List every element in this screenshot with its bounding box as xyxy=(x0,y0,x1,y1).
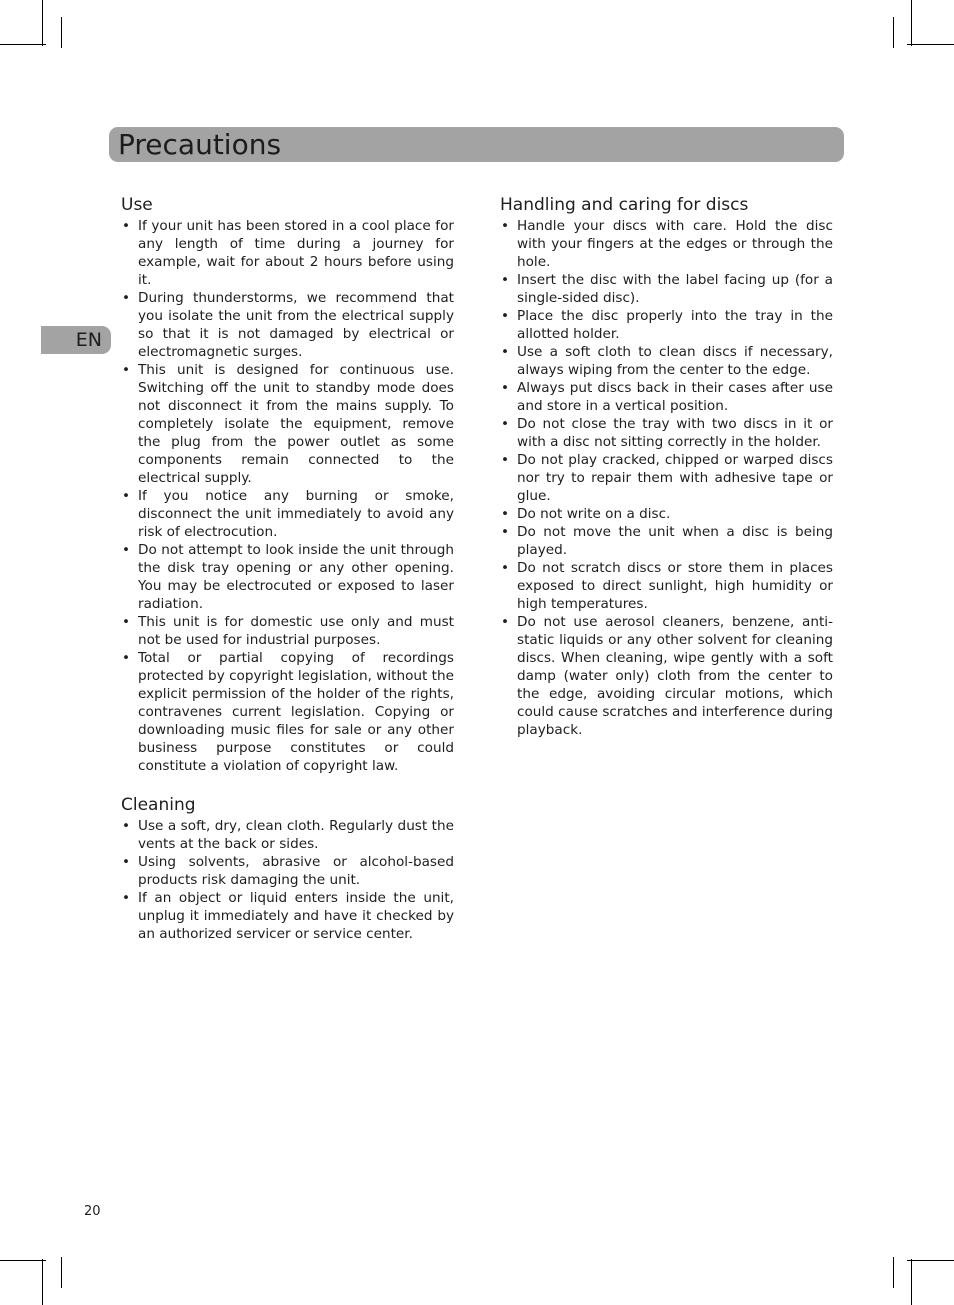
crop-mark xyxy=(911,0,912,46)
language-label: EN xyxy=(75,329,102,351)
list-item: • Use a soft cloth to clean discs if necessary, always wiping from the center to the edge. xyxy=(500,343,833,379)
list-item: • Always put discs back in their cases after use and store in a vertical position. xyxy=(500,379,833,415)
list-item: • If you notice any burning or smoke, disconnect the unit immediately to avoid any risk of electrocution. xyxy=(121,487,454,541)
left-column xyxy=(121,193,454,961)
list-item: • Place the disc properly into the tray in the allotted holder. xyxy=(500,307,833,343)
section-discs xyxy=(500,193,833,739)
crop-mark xyxy=(42,0,43,46)
list-item: • Do not use aerosol cleaners, benzene, anti-static liquids or any other solvent for cleaning discs. When cleaning, wipe gently with a soft damp (water only) cloth from the center to the edge, avoiding circular motions, which could cause scratches and interference during playback. xyxy=(500,613,833,739)
bullet-list-cleaning xyxy=(121,817,454,943)
crop-mark xyxy=(42,1259,43,1305)
list-item: • During thunderstorms, we recommend that you isolate the unit from the electrical supply so that it is not damaged by electrical or electromagnetic surges. xyxy=(121,289,454,361)
crop-mark xyxy=(893,17,894,48)
page-title-bar xyxy=(109,127,844,162)
bullet-list-discs xyxy=(500,217,833,739)
section-heading-cleaning: Cleaning xyxy=(121,795,196,815)
list-item: • Do not scratch discs or store them in places exposed to direct sunlight, high humidity or high temperatures. xyxy=(500,559,833,613)
crop-mark xyxy=(907,44,954,45)
list-item: • Using solvents, abrasive or alcohol-based products risk damaging the unit. xyxy=(121,853,454,889)
crop-mark xyxy=(0,44,46,45)
right-column xyxy=(500,193,833,757)
list-item: • If an object or liquid enters inside the unit, unplug it immediately and have it checked by an authorized servicer or service center. xyxy=(121,889,454,943)
section-heading-discs: Handling and caring for discs xyxy=(500,195,749,215)
crop-mark xyxy=(61,1257,62,1288)
list-item: • Use a soft, dry, clean cloth. Regularly dust the vents at the back or sides. xyxy=(121,817,454,853)
crop-mark xyxy=(61,17,62,48)
page-title: Precautions xyxy=(118,128,282,161)
crop-mark xyxy=(893,1257,894,1288)
list-item: • Total or partial copying of recordings protected by copyright legislation, without the explicit permission of the holder of the rights, contravenes current legislation. Copying or downloading music files for sale or any other business purpose constitutes or could constitute a violation of copyright law. xyxy=(121,649,454,775)
crop-mark xyxy=(911,1259,912,1305)
list-item: • Do not attempt to look inside the unit through the disk tray opening or any other opening. You may be electrocuted or exposed to laser radiation. xyxy=(121,541,454,613)
list-item: • Do not write on a disc. xyxy=(500,505,833,523)
list-item: • Do not close the tray with two discs in it or with a disc not sitting correctly in the holder. xyxy=(500,415,833,451)
list-item: • Do not move the unit when a disc is being played. xyxy=(500,523,833,559)
list-item: • Do not play cracked, chipped or warped discs nor try to repair them with adhesive tape or glue. xyxy=(500,451,833,505)
section-heading-use: Use xyxy=(121,195,153,215)
crop-mark xyxy=(907,1260,954,1261)
bullet-list-use xyxy=(121,217,454,775)
language-tab xyxy=(41,326,111,354)
list-item: • This unit is designed for continuous use. Switching off the unit to standby mode does not disconnect it from the mains supply. To completely isolate the equipment, remove the plug from the power outlet as some components remain connected to the electrical supply. xyxy=(121,361,454,487)
crop-mark xyxy=(0,1260,46,1261)
list-item: • If your unit has been stored in a cool place for any length of time during a journey for example, wait for about 2 hours before using it. xyxy=(121,217,454,289)
section-cleaning xyxy=(121,793,454,943)
section-use xyxy=(121,193,454,775)
list-item: • This unit is for domestic use only and must not be used for industrial purposes. xyxy=(121,613,454,649)
list-item: • Handle your discs with care. Hold the disc with your fingers at the edges or through the hole. xyxy=(500,217,833,271)
list-item: • Insert the disc with the label facing up (for a single-sided disc). xyxy=(500,271,833,307)
page-number: 20 xyxy=(84,1204,101,1219)
